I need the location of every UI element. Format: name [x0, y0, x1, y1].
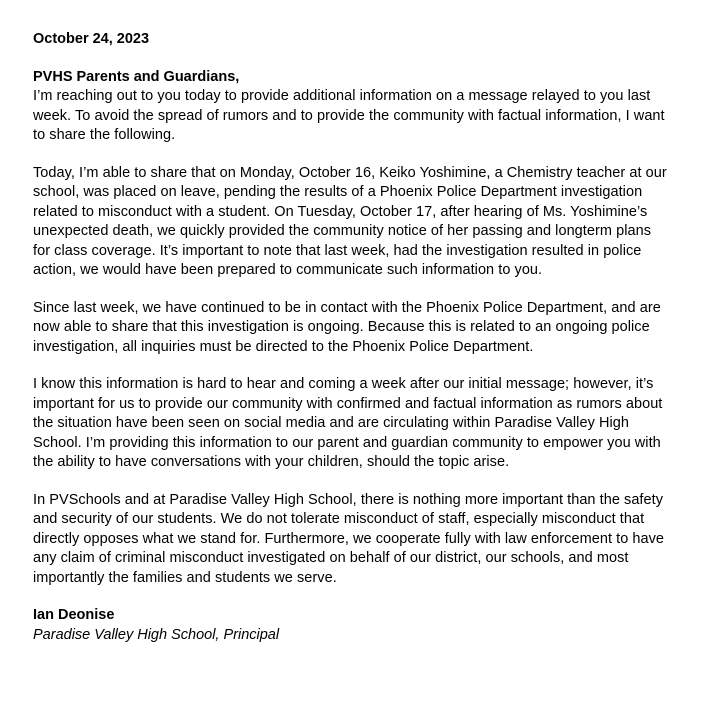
letter-salutation: PVHS Parents and Guardians, — [33, 68, 240, 85]
letter-body — [33, 87, 669, 588]
letter-paragraph-1: I’m reaching out to you today to provide additional information on a message relayed to you last week. To avoid the spread of rumors and to provide the community with factual information, I want to share the following. — [33, 88, 665, 143]
letter-paragraph-4: I know this information is hard to hear and coming a week after our initial message; however, it’s important for us to provide our community with confirmed and factual information as rumors about the situation have been seen on social media and are circulating within Paradise Valley High School. I’m providing this information to our parent and guardian community to empower you with the ability to have conversations with your children, should the topic arise. — [33, 376, 663, 470]
letter-date: October 24, 2023 — [33, 31, 150, 47]
letter-paragraph-3: Since last week, we have continued to be in contact with the Phoenix Police Department, and are now able to share that this investigation is ongoing. Because this is related to an ongoing police investigation, all inquiries must be directed to the Phoenix Police Department. — [33, 299, 661, 355]
signature-block — [33, 606, 669, 645]
letter-paragraph-5: In PVSchools and at Paradise Valley High School, there is nothing more important than the safety and security of our students. We do not tolerate misconduct of staff, especially misconduct that directly opposes what we stand for. Furthermore, we cooperate fully with law enforcement to have any claim of criminal misconduct investigated on behalf of our district, our schools, and most importantly the families and students we serve. — [33, 491, 665, 586]
signature-name: Ian Deonise — [33, 607, 115, 623]
signature-title: Paradise Valley High School, Principal — [33, 626, 280, 643]
letter-paragraph-2: Today, I’m able to share that on Monday, October 16, Keiko Yoshimine, a Chemistry teacher at our school, was placed on leave, pending the results of a Phoenix Police Department investigation related to misconduct with a student. On Tuesday, October 17, after hearing of Ms. Yoshimine’s unexpected death, we quickly provided the community notice of her passing and longterm plans for class coverage. It’s important to note that last week, had the investigation resulted in police action, we would have been prepared to communicate such information to you. — [33, 164, 667, 278]
